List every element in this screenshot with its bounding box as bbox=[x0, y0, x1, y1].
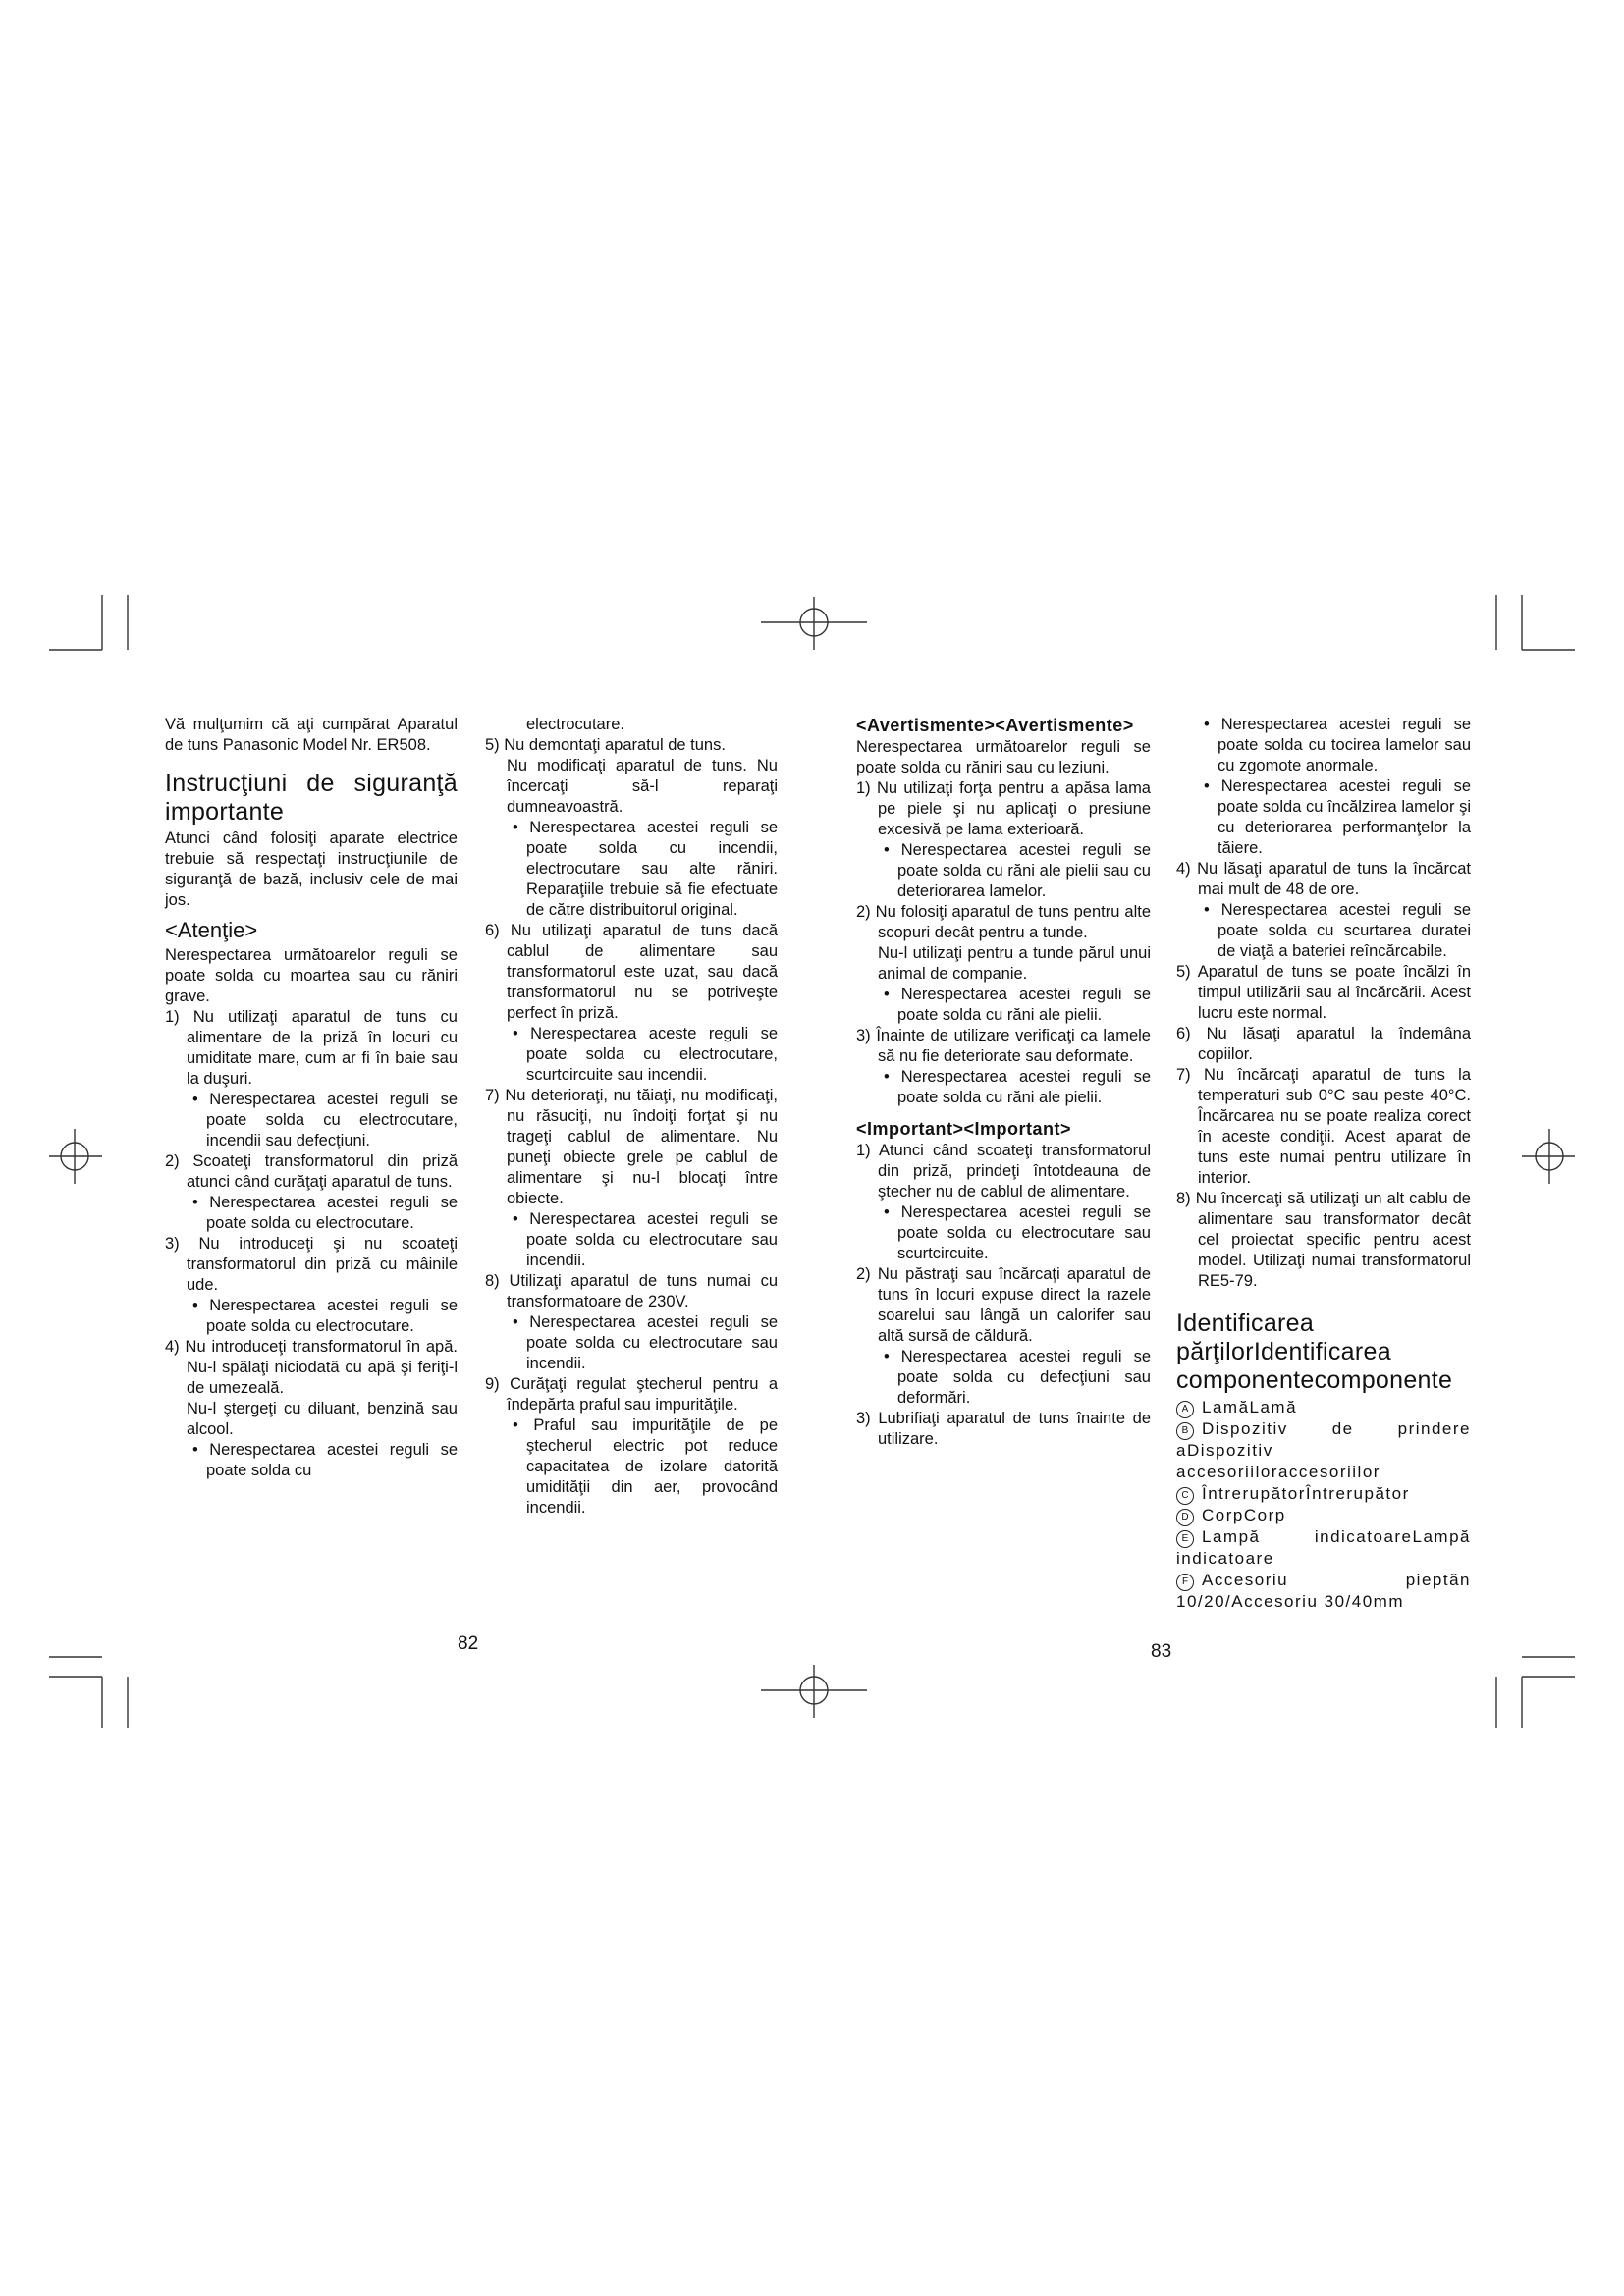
list-bullet: • Nerespectarea acestei reguli se poate solda cu răni ale pielii sau cu deteriorarea lamelor. bbox=[884, 841, 1151, 900]
list-bullet: • Nerespectarea aceste reguli se poate solda cu electrocutare, scurtcircuite sau incendii. bbox=[513, 1025, 778, 1084]
parts-item: A LamăLamă bbox=[1176, 1397, 1471, 1418]
column-2 bbox=[485, 715, 778, 1519]
list-item: 1) Nu utilizaţi aparatul de tuns cu alimentare de la priză în locuri cu umiditate mare, cum ar fi în baie sau la duşuri. bbox=[165, 1008, 458, 1088]
list-bullet: • Nerespectarea acestei reguli se poate solda cu electrocutare. bbox=[192, 1297, 458, 1335]
list-bullet: • Praful sau impurităţile de pe ştecherul electric pot reduce capacitatea de izolare datorită umidităţii din aer, provocând incendii. bbox=[513, 1416, 778, 1517]
list-bullet: • Nerespectarea acestei reguli se poate solda cu electrocutare sau incendii. bbox=[513, 1210, 778, 1269]
parts-item: B Dispozitiv de prindere aDispozitiv accesoriiloraccesoriilor bbox=[1176, 1419, 1471, 1481]
list-item: 1) Atunci când scoateţi transformatorul din priză, prindeţi întotdeauna de ştecher nu de cablul de alimentare. bbox=[856, 1142, 1151, 1201]
list-item: 3) Lubrifiaţi aparatul de tuns înainte de utilizare. bbox=[856, 1410, 1151, 1448]
column-4 bbox=[1176, 715, 1471, 1613]
circled-letter-a-icon: A bbox=[1176, 1401, 1194, 1418]
list-item: 6) Nu lăsaţi aparatul la îndemâna copiilor. bbox=[1176, 1025, 1471, 1063]
safety-heading: Instrucţiuni de siguranţă importante bbox=[165, 770, 458, 826]
circled-letter-e-icon: E bbox=[1176, 1530, 1194, 1548]
page-number-left: 82 bbox=[458, 1633, 479, 1654]
important-heading: <Important><Important> bbox=[856, 1119, 1072, 1139]
warnings-heading: <Avertismente><Avertismente> bbox=[856, 716, 1134, 735]
list-item: 5) Aparatul de tuns se poate încălzi în timpul utilizării sau al încărcării. Acest lucru este normal. bbox=[1176, 963, 1471, 1022]
list-item: 7) Nu deterioraţi, nu tăiaţi, nu modificaţi, nu răsuciţi, nu îndoiţi forţat şi nu trageţi cablul de alimentare. Nu puneţi obiecte grele pe cablul de alimentare şi nu-l blocaţi între obiecte. bbox=[485, 1087, 778, 1207]
list-item: 2) Scoateţi transformatorul din priză atunci când curăţaţi aparatul de tuns. bbox=[165, 1152, 458, 1191]
list-item: 9) Curăţaţi regulat ştecherul pentru a îndepărta praful sau impurităţile. bbox=[485, 1375, 778, 1414]
list-item: 8) Nu încercaţi să utilizaţi un alt cablu de alimentare sau transformator decât cel proiectat specific pentru acest model. Utilizaţi numai transformatorul RE5-79. bbox=[1176, 1190, 1471, 1290]
parts-list bbox=[1176, 1397, 1471, 1613]
list-bullet: • Nerespectarea acestei reguli se poate solda cu răni ale pielii. bbox=[884, 986, 1151, 1024]
list-bullet: • Nerespectarea acestei reguli se poate solda cu scurtarea duratei de viaţă a bateriei reîncărcabile. bbox=[1204, 901, 1471, 960]
list-item: 4) Nu introduceţi transformatorul în apă. Nu-l spălaţi niciodată cu apă şi feriţi-l de umezeală. bbox=[165, 1338, 458, 1397]
column-1 bbox=[165, 715, 458, 1481]
parts-item: F Accesoriu pieptăn 10/20/Accesoriu 30/40mm bbox=[1176, 1571, 1471, 1611]
safety-text: Atunci când folosiţi aparate electrice trebuie să respectaţi instrucţiunile de siguranţă de bază, inclusiv cele de mai jos. bbox=[165, 829, 458, 909]
list-item: 5) Nu demontaţi aparatul de tuns. bbox=[485, 736, 726, 754]
list-bullet: • Nerespectarea acestei reguli se poate solda cu bbox=[192, 1441, 458, 1479]
circled-letter-f-icon: F bbox=[1176, 1574, 1194, 1591]
list-continuation: electrocutare. bbox=[526, 716, 624, 733]
page-number-right: 83 bbox=[1151, 1641, 1172, 1662]
list-bullet: • Nerespectarea acestei reguli se poate solda cu tocirea lamelor sau cu zgomote anormale. bbox=[1204, 716, 1471, 774]
list-item: 8) Utilizaţi aparatul de tuns numai cu transformatoare de 230V. bbox=[485, 1272, 778, 1310]
list-continuation: Nu modificaţi aparatul de tuns. Nu încercaţi să-l reparaţi dumneavoastră. bbox=[507, 757, 778, 816]
list-bullet: • Nerespectarea acestei reguli se poate solda cu electrocutare sau scurtcircuite. bbox=[884, 1203, 1151, 1262]
list-bullet: • Nerespectarea acestei reguli se poate solda cu defecţiuni sau deformări. bbox=[884, 1348, 1151, 1407]
list-bullet: • Nerespectarea acestei reguli se poate solda cu electrocutare, incendii sau defecţiuni. bbox=[192, 1091, 458, 1149]
list-continuation: Nu-l ştergeţi cu diluant, benzină sau alcool. bbox=[187, 1400, 458, 1438]
list-bullet: • Nerespectarea acestei reguli se poate solda cu încălzirea lamelor şi cu deteriorarea performanţelor la tăiere. bbox=[1204, 777, 1471, 857]
warnings-text: Nerespectarea următoarelor reguli se poate solda cu răniri sau cu leziuni. bbox=[856, 738, 1151, 776]
list-item: 1) Nu utilizaţi forţa pentru a apăsa lama pe piele şi nu aplicaţi o presiune excesivă pe lama exterioară. bbox=[856, 779, 1151, 838]
list-item: 2) Nu păstraţi sau încărcaţi aparatul de tuns în locuri expuse direct la razele soarelui sau lângă un calorifer sau altă sursă de căldură. bbox=[856, 1265, 1151, 1345]
parts-item: D CorpCorp bbox=[1176, 1505, 1471, 1526]
list-bullet: • Nerespectarea acestei reguli se poate solda cu incendii, electrocutare sau alte răniri. Reparaţiile trebuie să fie efectuate de către distribuitorul original. bbox=[513, 819, 778, 919]
list-bullet: • Nerespectarea acestei reguli se poate solda cu răni ale pielii. bbox=[884, 1068, 1151, 1106]
circled-letter-c-icon: C bbox=[1176, 1487, 1194, 1505]
list-item: 3) Înainte de utilizare verificaţi ca lamele să nu fie deteriorate sau deformate. bbox=[856, 1027, 1151, 1065]
list-item: 2) Nu folosiţi aparatul de tuns pentru alte scopuri decât pentru a tunde. bbox=[856, 903, 1151, 941]
circled-letter-b-icon: B bbox=[1176, 1422, 1194, 1440]
list-continuation: Nu-l utilizaţi pentru a tunde părul unui animal de companie. bbox=[878, 944, 1151, 983]
caution-heading: <Atenţie> bbox=[165, 918, 258, 942]
parts-heading: Identificarea părţilorIdentificarea componentecomponente bbox=[1176, 1309, 1453, 1394]
list-item: 7) Nu încărcaţi aparatul de tuns la temperaturi sub 0°C sau peste 40°C. Încărcarea nu se poate realiza corect în aceste condiţii. Acest aparat de tuns este numai pentru utilizare în interior. bbox=[1176, 1066, 1471, 1187]
list-item: 4) Nu lăsaţi aparatul de tuns la încărcat mai mult de 48 de ore. bbox=[1176, 860, 1471, 898]
column-3 bbox=[856, 715, 1151, 1450]
list-item: 3) Nu introduceţi şi nu scoateţi transformatorul din priză cu mâinile ude. bbox=[165, 1235, 458, 1294]
list-bullet: • Nerespectarea acestei reguli se poate solda cu electrocutare. bbox=[192, 1194, 458, 1232]
list-item: 6) Nu utilizaţi aparatul de tuns dacă cablul de alimentare sau transformatorul este uzat, sau dacă transformatorul nu se potriveşte perfect în priză. bbox=[485, 922, 778, 1022]
list-bullet: • Nerespectarea acestei reguli se poate solda cu electrocutare sau incendii. bbox=[513, 1313, 778, 1372]
parts-item: C ÎntrerupătorÎntrerupător bbox=[1176, 1483, 1471, 1505]
circled-letter-d-icon: D bbox=[1176, 1509, 1194, 1526]
intro-text: Vă mulţumim că aţi cumpărat Aparatul de tuns Panasonic Model Nr. ER508. bbox=[165, 716, 458, 754]
caution-text: Nerespectarea următoarelor reguli se poate solda cu moartea sau cu răniri grave. bbox=[165, 946, 458, 1005]
parts-item: E Lampă indicatoareLampă indicatoare bbox=[1176, 1527, 1471, 1568]
